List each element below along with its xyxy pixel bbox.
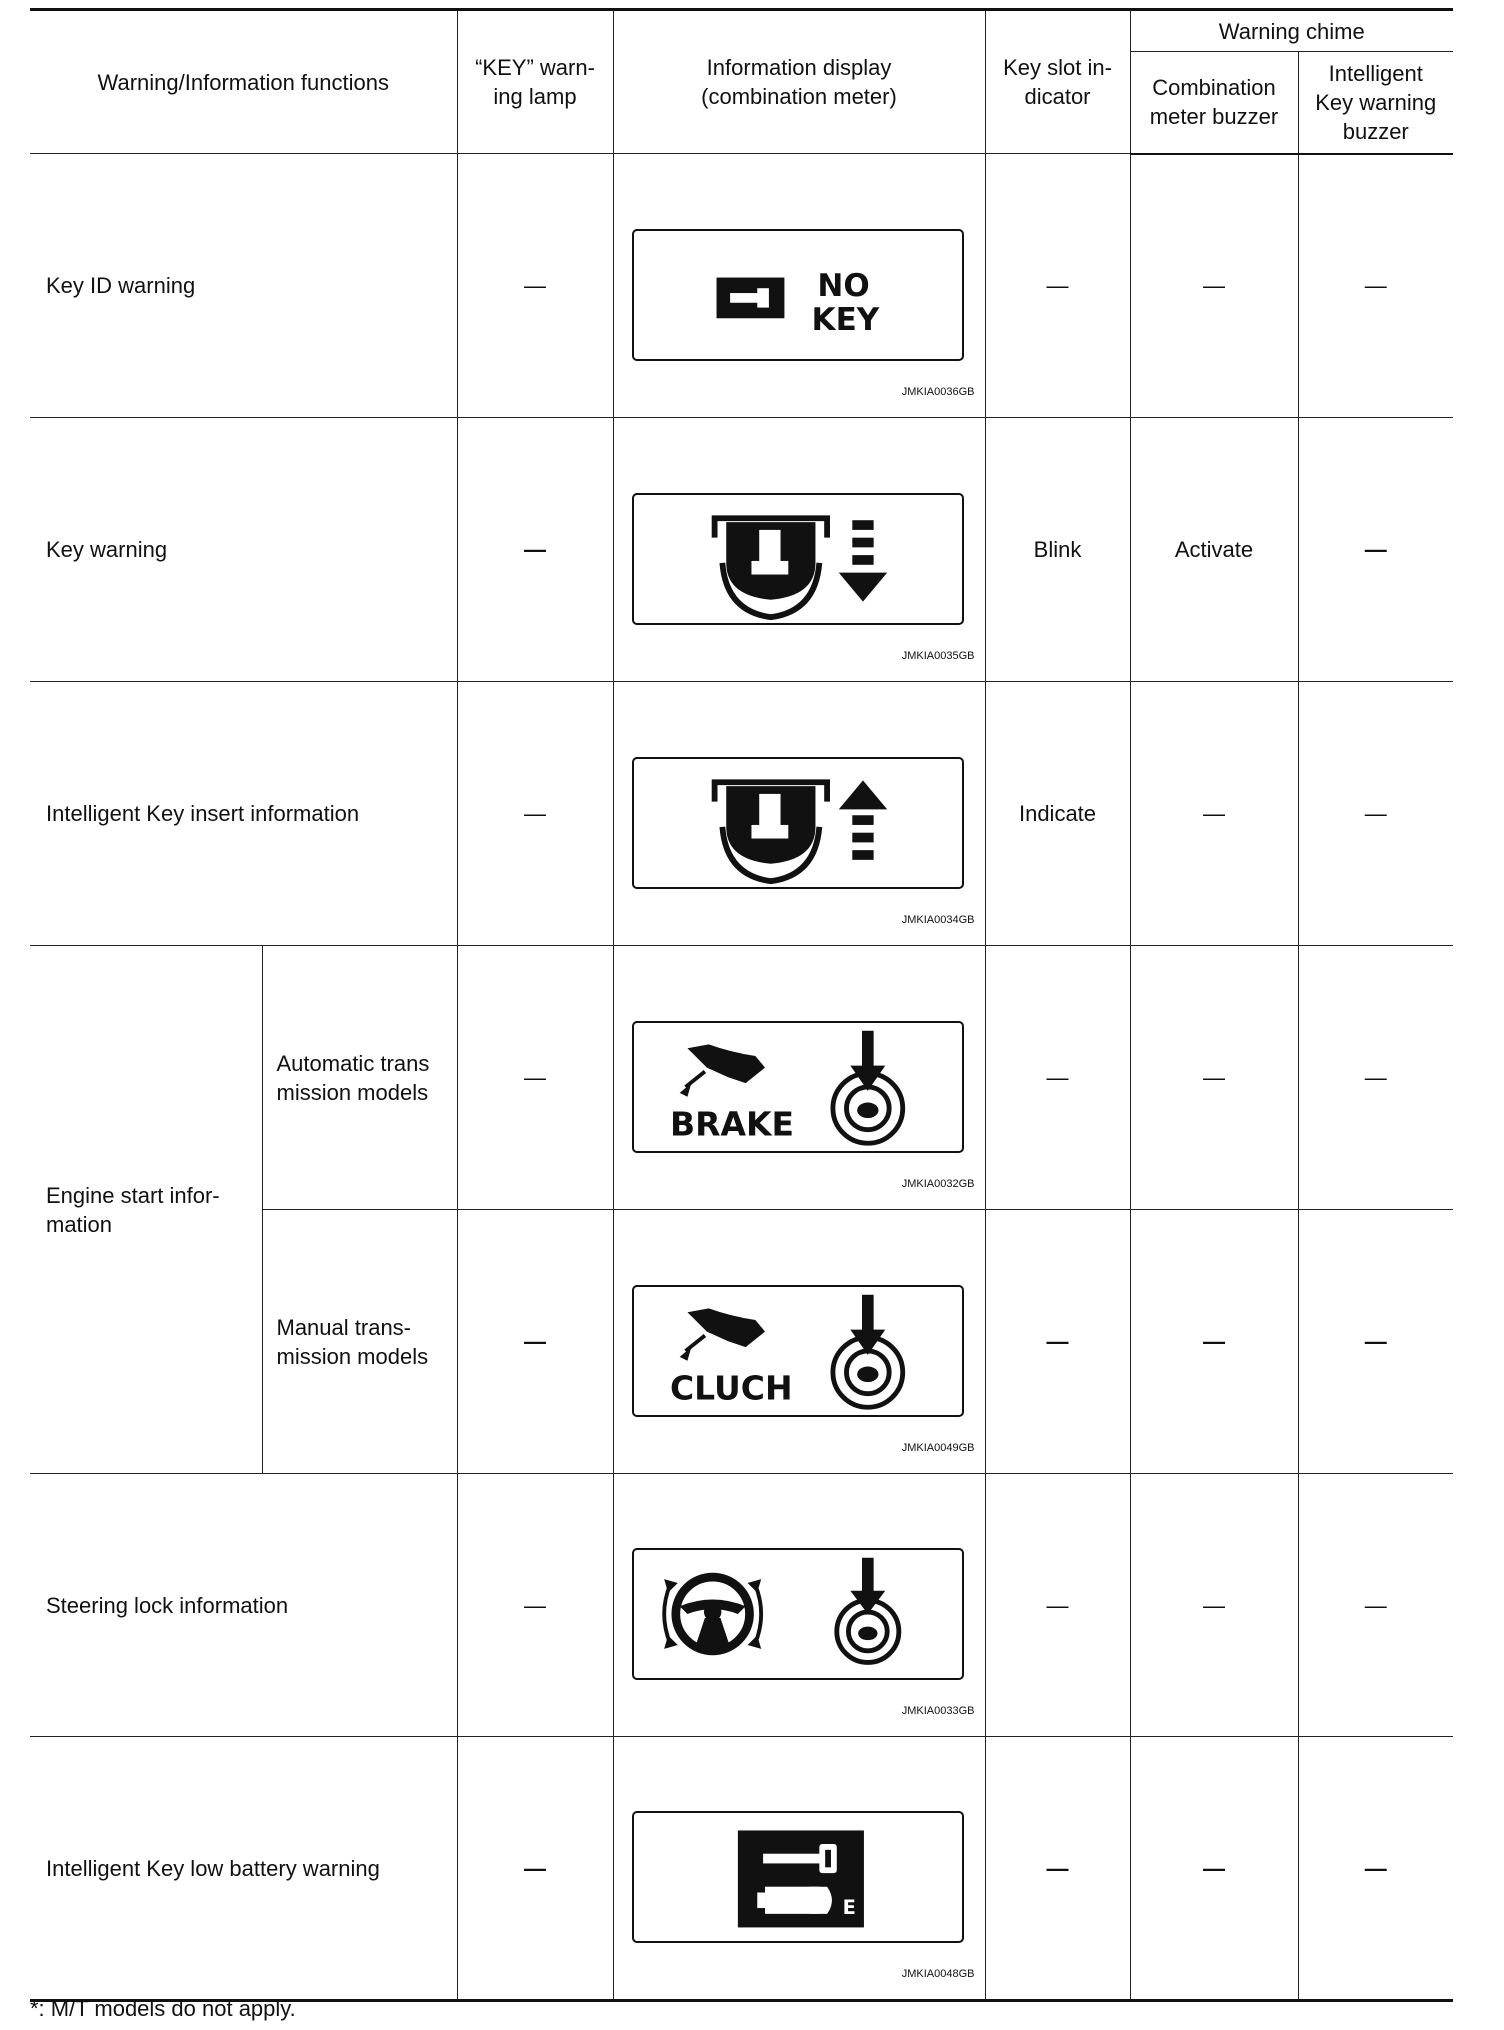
info-display-cell (613, 946, 985, 1210)
header-ikey-buzzer: Intelligent Key warning buzzer (1298, 52, 1453, 154)
icon-text-key: KEY (811, 301, 879, 338)
info-display-cell (613, 418, 985, 682)
image-code: JMKIA0034GB (901, 913, 975, 926)
sub-function-label: Automatic trans mission models (262, 946, 457, 1210)
warning-information-table (30, 8, 1453, 2002)
ikey-buzzer-cell: — (1298, 682, 1453, 946)
icon-text-no: NO (816, 267, 870, 304)
ikey-buzzer-cell: — (1298, 1737, 1453, 2001)
icon-text-brake: BRAKE (669, 1103, 794, 1143)
image-code: JMKIA0032GB (901, 1177, 975, 1190)
table-row (30, 1474, 1453, 1737)
image-code: JMKIA0035GB (901, 649, 975, 662)
function-label: Engine start infor- mation (30, 946, 262, 1474)
ikey-buzzer-cell: — (1298, 1210, 1453, 1474)
info-display-cell (613, 682, 985, 946)
meter-buzzer-cell: — (1130, 946, 1298, 1210)
meter-buzzer-cell: — (1130, 682, 1298, 946)
meter-buzzer-cell: — (1130, 1474, 1298, 1737)
info-display-cell (613, 1737, 985, 2001)
footnote: *: M/T models do not apply. (30, 1996, 296, 2021)
key-lamp-cell: — (457, 682, 613, 946)
table-row (30, 418, 1453, 682)
key-slot-cell: — (985, 1737, 1130, 2001)
header-functions: Warning/Information functions (30, 10, 457, 154)
key-slot-cell: — (985, 946, 1130, 1210)
image-code: JMKIA0048GB (901, 1968, 975, 1980)
info-display-cell (613, 1474, 985, 1737)
header-meter-buzzer: Combination meter buzzer (1130, 52, 1298, 154)
key-remove-icon (632, 493, 964, 625)
image-code: JMKIA0033GB (901, 1705, 975, 1717)
ikey-buzzer-cell: — (1298, 418, 1453, 682)
table-row (30, 1737, 1453, 2001)
header-info-display: Information display (combination meter) (613, 10, 985, 154)
key-slot-cell: — (985, 154, 1130, 418)
key-slot-cell: — (985, 1474, 1130, 1737)
ikey-buzzer-cell: — (1298, 946, 1453, 1210)
key-lamp-cell: — (457, 154, 613, 418)
info-display-cell (613, 154, 985, 418)
table-row (30, 154, 1453, 418)
key-lamp-cell: — (457, 1210, 613, 1474)
header-warning-chime: Warning chime (1130, 10, 1453, 52)
key-lamp-cell: — (457, 1474, 613, 1737)
icon-text-cluch: CLUCH (669, 1367, 793, 1407)
meter-buzzer-cell: Activate (1130, 418, 1298, 682)
sub-function-label: Manual trans- mission models (262, 1210, 457, 1474)
key-slot-cell: Blink (985, 418, 1130, 682)
image-code: JMKIA0036GB (901, 385, 975, 398)
key-insert-icon (632, 757, 964, 889)
table-row (30, 682, 1453, 946)
icon-text-e: E (842, 1895, 856, 1919)
clutch-push-start-icon (632, 1285, 964, 1417)
info-display-cell (613, 1210, 985, 1474)
key-lamp-cell: — (457, 1737, 613, 2001)
function-label: Intelligent Key low battery warning (30, 1737, 457, 2001)
steering-lock-icon (632, 1548, 964, 1680)
key-low-battery-icon (632, 1811, 964, 1943)
ikey-buzzer-cell: — (1298, 154, 1453, 418)
function-label: Key warning (30, 418, 457, 682)
header-key-slot: Key slot in- dicator (985, 10, 1130, 154)
brake-push-start-icon (632, 1021, 964, 1153)
key-lamp-cell: — (457, 418, 613, 682)
meter-buzzer-cell: — (1130, 154, 1298, 418)
table-row (30, 946, 1453, 1210)
key-slot-cell: — (985, 1210, 1130, 1474)
function-label: Steering lock information (30, 1474, 457, 1737)
header-key-lamp: “KEY” warn- ing lamp (457, 10, 613, 154)
ikey-buzzer-cell: — (1298, 1474, 1453, 1737)
function-label: Key ID warning (30, 154, 457, 418)
meter-buzzer-cell: — (1130, 1737, 1298, 2001)
image-code: JMKIA0049GB (901, 1441, 975, 1454)
function-label: Intelligent Key insert information (30, 682, 457, 946)
meter-buzzer-cell: — (1130, 1210, 1298, 1474)
key-lamp-cell: — (457, 946, 613, 1210)
no-key-icon (632, 229, 964, 361)
key-slot-cell: Indicate (985, 682, 1130, 946)
